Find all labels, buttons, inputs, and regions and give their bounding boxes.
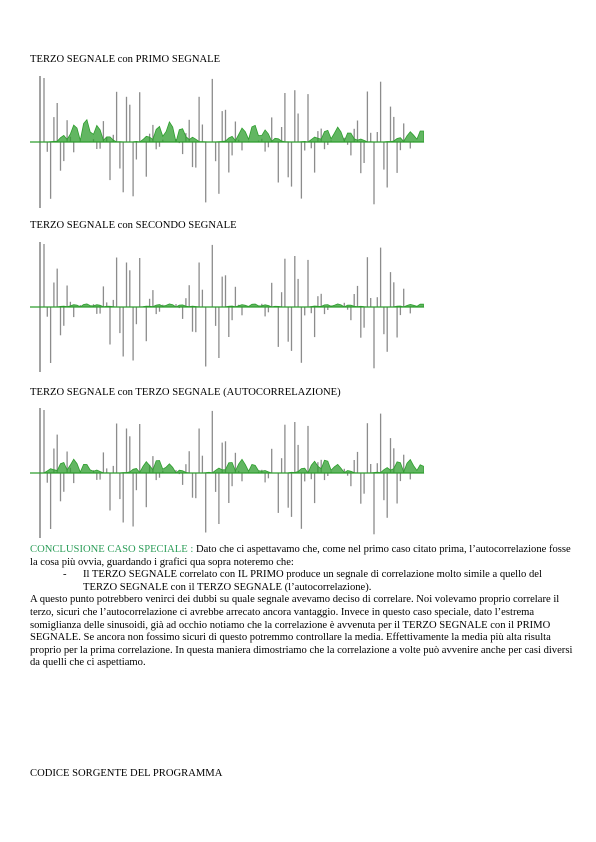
conclusion-block [30, 544, 575, 670]
plot-3 [30, 408, 430, 538]
plot-1-heading: TERZO SEGNALE con PRIMO SEGNALE [30, 54, 221, 65]
bullet-text: Il TERZO SEGNALE correlato con IL PRIMO produce un segnale di correlazione molto simile a quello del TERZO SEGNALE con il TERZO SEGNALE (l’autocorrelazione). [83, 569, 542, 593]
conclusion-label: CONCLUSIONE CASO SPECIALE : [30, 544, 194, 555]
plot-3-heading: TERZO SEGNALE con TERZO SEGNALE (AUTOCORRELAZIONE) [30, 387, 341, 398]
conclusion-body: A questo punto potrebbero venirci dei dubbi su quale segnale avevamo deciso di correlare. Noi volevamo proprio correlare il terzo, sicuri che l’autocorrelazione ci avrebbe arrecato ancora vantaggio. Invece in questo caso speciale, dato l’estrema somiglianza delle sinusoidi, già ad occhio notiamo che la correlazione è avvenuta per il TERZO SEGNALE con il PRIMO SEGNALE. Se ancora non fossimo sicuri di questo potremmo controllare la media. Effettivamente la media più alta risulta proprio per la prima correlazione. In questa maniera dimostriamo che la correlazione a volte può avvenire anche per casi diversi da quelli che ci aspettiamo. [30, 594, 573, 669]
plot-2 [30, 242, 430, 372]
plot-2-heading: TERZO SEGNALE con SECONDO SEGNALE [30, 220, 237, 231]
code-section-title: CODICE SORGENTE DEL PROGRAMMA [30, 768, 223, 779]
bullet-dash: - [63, 569, 67, 581]
conclusion-intro-text: Dato che ci aspettavamo che, come nel primo caso citato prima, l’autocorrelazione fosse la cosa più ovvia, guardando i grafici qua sopra noteremo che: [30, 544, 571, 568]
plot-1 [30, 76, 430, 208]
conclusion-intro [30, 544, 575, 569]
correlation-curve [44, 120, 424, 142]
conclusion-bullet [30, 569, 575, 594]
correlation-curve [44, 459, 424, 473]
